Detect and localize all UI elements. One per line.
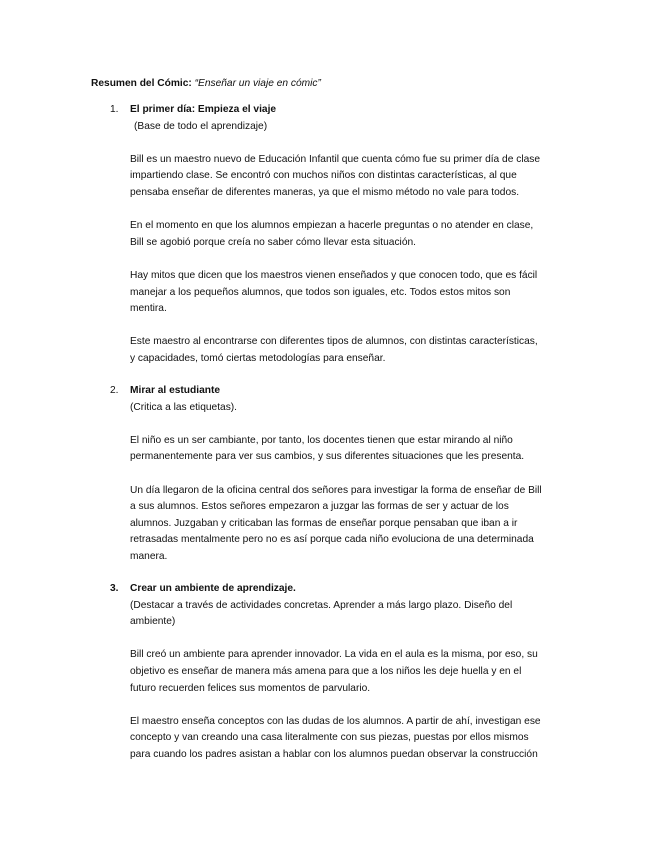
paragraph-line: para cuando los padres asistan a hablar con los alumnos puedan observar la construcción <box>130 748 538 760</box>
title-work: “Enseñar un viaje en cómic” <box>194 78 321 89</box>
paragraph <box>130 334 570 367</box>
paragraph-line: Bill es un maestro nuevo de Educación Infantil que cuenta cómo fue su primer día de clase <box>130 153 541 165</box>
paragraph <box>130 152 570 202</box>
section-heading: Crear un ambiente de aprendizaje. <box>130 583 296 594</box>
paragraph-line: El niño es un ser cambiante, por tanto, los docentes tienen que estar mirando al niño <box>130 434 513 446</box>
section-subtitle: (Critica a las etiquetas). <box>130 401 238 413</box>
paragraph <box>130 218 570 251</box>
paragraph-line: mentira. <box>130 303 167 315</box>
paragraph-line: a sus alumnos. Estos señores empezaron a juzgar las formas de ser y actuar de los <box>130 501 509 513</box>
section-3 <box>110 581 570 764</box>
paragraph-line: alumnos. Juzgaban y criticaban las formas de enseñar porque pensaban que iban a ir <box>130 517 518 529</box>
document-title <box>91 76 321 93</box>
subtitle-line: ambiente) <box>130 616 176 628</box>
paragraph-line: manera. <box>130 550 168 562</box>
section-subtitle <box>130 598 570 631</box>
paragraph-line: Un día llegaron de la oficina central dos señores para investigar la forma de enseñar de Bill <box>130 484 542 496</box>
section-2 <box>110 383 570 566</box>
paragraph-line: y capacidades, tomó ciertas metodologías para enseñar. <box>130 352 386 364</box>
paragraph-line: concepto y van creando una casa literalmente con sus piezas, puestas por ellos mismos <box>130 732 529 744</box>
paragraph-line: Hay mitos que dicen que los maestros vienen enseñados y que conocen todo, que es fácil <box>130 269 538 281</box>
paragraph <box>130 647 570 697</box>
subtitle-line: (Destacar a través de actividades concretas. Aprender a más largo plazo. Diseño del <box>130 599 513 611</box>
paragraph <box>130 714 570 764</box>
paragraph-line: El maestro enseña conceptos con las dudas de los alumnos. A partir de ahí, investigan ese <box>130 715 541 727</box>
paragraph-line: impartiendo clase. Se encontró con muchos niños con distintas características, al que <box>130 170 517 182</box>
paragraph-line: Este maestro al encontrarse con diferentes tipos de alumnos, con distintas características, <box>130 336 538 348</box>
section-number: 1. <box>110 104 119 115</box>
paragraph <box>130 433 570 466</box>
paragraph-line: En el momento en que los alumnos empiezan a hacerle preguntas o no atender en clase, <box>130 220 534 232</box>
paragraph-line: Bill creó un ambiente para aprender innovador. La vida en el aula es la misma, por eso, su <box>130 649 538 661</box>
section-number: 2. <box>110 385 119 396</box>
paragraph-line: objetivo es enseñar de manera más amena para que a los niños les deje huella y en el <box>130 665 522 677</box>
paragraph-line: pensaba enseñar de diferentes maneras, ya que el mismo método no vale para todos. <box>130 186 520 198</box>
title-label: Resumen del Cómic: <box>91 78 192 89</box>
section-heading: El primer día: Empieza el viaje <box>130 104 277 115</box>
paragraph-line: futuro recuerden felices sus momentos de parvulario. <box>130 682 371 694</box>
paragraph-line: manejar a los pequeños alumnos, que todos son iguales, etc. Todos estos mitos son <box>130 286 511 298</box>
paragraph-line: permanentemente para ver sus cambios, y sus diferentes situaciones que les presenta. <box>130 451 525 463</box>
section-1 <box>110 102 570 368</box>
section-heading: Mirar al estudiante <box>130 385 221 396</box>
paragraph <box>130 483 570 566</box>
paragraph-line: retrasadas mentalmente pero no es así porque cada niño evoluciona de una determinada <box>130 534 534 546</box>
paragraph-line: Bill se agobió porque creía no saber cómo llevar esta situación. <box>130 236 416 248</box>
section-number: 3. <box>110 583 119 594</box>
section-subtitle: (Base de todo el aprendizaje) <box>134 120 268 132</box>
paragraph <box>130 268 570 318</box>
